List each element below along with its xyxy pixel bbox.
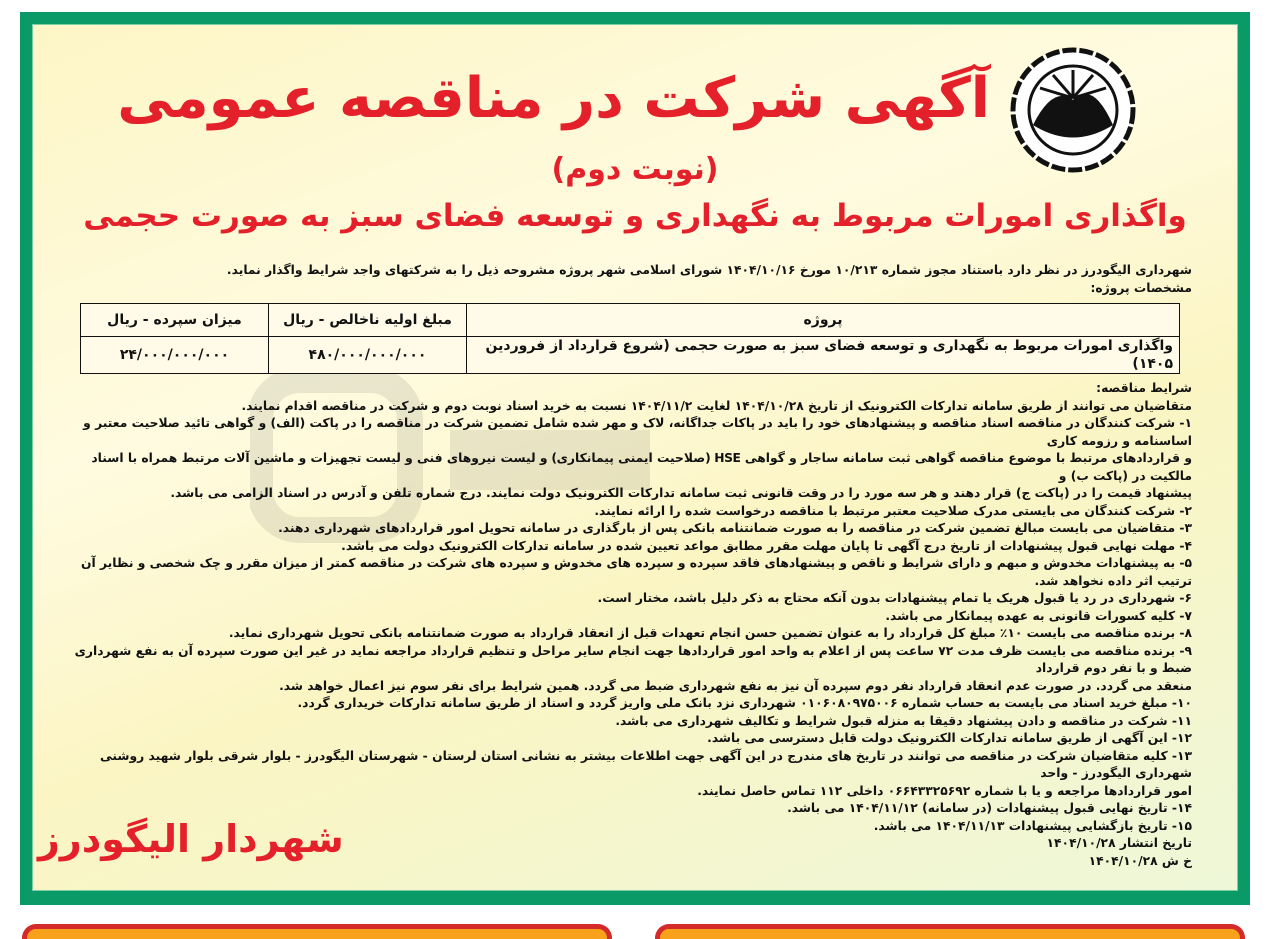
condition-line: پیشنهاد قیمت را در (پاکت ج) قرار دهند و هر سه مورد را در وقت قانونی ثبت سامانه تدارکات الکترونیک دولت نمایند. درج شماره تلفن و آدرس در اسناد الزامی می باشد. [170,486,1192,500]
condition-line: ۶- شهرداری در رد یا قبول هریک یا تمام پیشنهادات بدون آنکه محتاج به ذکر دلیل باشد، مختار است. [597,591,1192,605]
header-project: پروژه [467,304,1180,337]
condition-line: ۱۱- شرکت در مناقصه و دادن پیشنهاد دقیقا به منزله قبول شرایط و تکالیف شهرداری می باشد. [615,713,1192,728]
condition-line: منعقد می گردد. در صورت عدم انعقاد قرارداد نفر دوم سپرده آن نیز به نفع شهرداری ضبط می گردد. همین شرایط برای نفر سوم نیز اعمال خواهد شد. [279,678,1192,693]
condition-line: ۳- متقاضیان می بایست مبالغ تضمین شرکت در مناقصه را به صورت ضمانتنامه بانکی پس از بارگذاری در سامانه تحویل امور قراردادهای شهرداری دهند. [278,521,1192,535]
condition-line: و قراردادهای مرتبط با موضوع مناقصه گواهی ثبت سامانه ساجار و گواهی HSE (صلاحیت ایمنی پیمانکاری) و لیست نیروهای فنی و لیست تجهیزات و ماشین آلات مرتبط همراه با اسناد مالکیت در (پاکت ب) و [91,451,1192,483]
header-initial-amount: مبلغ اولیه ناخالص - ریال [269,304,467,337]
cell-deposit: ۲۴/۰۰۰/۰۰۰/۰۰۰ [81,337,269,374]
condition-line: ۷- کلیه کسورات قانونی به عهده پیمانکار می باشد. [885,608,1192,623]
header-deposit: میزان سپرده - ریال [81,304,269,337]
cell-project: واگذاری امورات مربوط به نگهداری و توسعه فضای سبز به صورت حجمی (شروع قرارداد از فروردین ۱۴۰۵) [467,337,1180,374]
next-ad-box-right [655,924,1245,939]
cell-initial-amount: ۴۸۰/۰۰۰/۰۰۰/۰۰۰ [269,337,467,374]
next-ad-box-left [22,924,612,939]
condition-line: ۸- برنده مناقصه می بایست ۱۰٪ مبلغ کل قرارداد را به عنوان تضمین حسن انجام تعهدات قبل از انعقاد قرارداد به صورت ضمانتنامه بانکی تحویل شهرداری نماید. [228,626,1192,640]
notice-round: (نوبت دوم) [551,152,719,187]
reference-date: خ ش ۱۴۰۴/۱۰/۲۸ [1088,853,1192,868]
condition-line: ۱۴- تاریخ نهایی قبول پیشنهادات (در سامانه) ۱۴۰۴/۱۱/۱۲ می باشد. [787,801,1192,815]
condition-line: متقاضیان می توانند از طریق سامانه تدارکات الکترونیک از تاریخ ۱۴۰۴/۱۰/۲۸ لغایت ۱۴۰۴/۱۱/۲ نسبت به خرید اسناد نوبت دوم و شرکت در مناقصه اقدام نمایند. [241,398,1192,413]
condition-line: ۴- مهلت نهایی قبول پیشنهادات از تاریخ درج آگهی تا پایان مهلت مقرر مطابق مواعد تعیین شده در سامانه تدارکات الکترونیک دولت می باشد. [341,538,1192,553]
condition-line: ۱۰- مبلغ خرید اسناد می بایست به حساب شماره ۰۱۰۶۰۸۰۹۷۵۰۰۶ شهرداری نزد بانک ملی واریز گردد و اسناد از طریق سامانه تدارکات خریداری گردد. [297,696,1192,710]
notice-body [38,262,1192,870]
project-table [80,303,1180,374]
condition-line: ۵- به پیشنهادات مخدوش و مبهم و دارای شرایط و ناقص و پیشنهادهای فاقد سپرده و سپرده های مخدوش و سپرده های شرکت در مناقصه کمتر از میزان مقرر و چک شخصی و نظایر آن ترتیب اثر داده نخواهد شد. [80,556,1192,588]
conditions-heading: شرایط مناقصه: [1096,381,1192,395]
condition-line: ۹- برنده مناقصه می بایست ظرف مدت ۷۲ ساعت پس از اعلام به واحد امور قراردادها جهت انجام سایر مراحل و تنظیم قرارداد مراجعه نماید در غیر این صورت سپرده آن به نفع شهرداری ضبط و با نفر دوم قرارداد [74,643,1192,675]
intro-line: شهرداری الیگودرز در نظر دارد باستناد مجوز شماره ۱۰/۲۱۳ مورخ ۱۴۰۴/۱۰/۱۶ شورای اسلامی شهر پروژه مشروحه ذیل را به شرکتهای واجد شرایط واگذار نماید. [226,263,1192,277]
table-row [81,337,1180,374]
notice-subtitle: واگذاری امورات مربوط به نگهداری و توسعه فضای سبز به صورت حجمی [83,198,1187,234]
table-header-row [81,304,1180,337]
condition-line: ۱۳- کلیه متقاضیان شرکت در مناقصه می توانند در تاریخ های مندرج در این آگهی جهت اطلاعات بیشتر به نشانی استان لرستان - شهرستان الیگودرز - بلوار شرقی بلوار شهید روشنی شهرداری الیگودرز - واحد [99,748,1192,780]
condition-line: امور قراردادها مراجعه و یا با شماره ۰۶۶۴۳۳۲۵۶۹۲ داخلی ۱۱۲ تماس حاصل نمایند. [697,783,1192,798]
condition-line: ۲- شرکت کنندگان می بایستی مدرک صلاحیت معتبر مرتبط با مناقصه درخواست شده را ارائه نمایند. [594,503,1192,518]
condition-line: ۱- شرکت کنندگان در مناقصه اسناد مناقصه و پیشنهادهای خود را باید در پاکات جداگانه، لاک و مهر شده شامل تضمین شرکت در مناقصه را در پاکت (الف) و گواهی تائید صلاحیت معتبر و اساسنامه و رزومه کاری [83,416,1192,448]
project-specs-label: مشخصات پروژه: [1090,280,1192,295]
signature: شهردار الیگودرز [38,817,344,861]
publish-date: تاریخ انتشار ۱۴۰۴/۱۰/۲۸ [1046,836,1192,850]
notice-title: آگهی شرکت در مناقصه عمومی [117,66,990,131]
condition-line: ۱۲- این آگهی از طریق سامانه تدارکات الکترونیک دولت قابل دسترسی می باشد. [707,731,1192,745]
condition-line: ۱۵- تاریخ بازگشایی پیشنهادات ۱۴۰۴/۱۱/۱۳ می باشد. [873,818,1192,833]
